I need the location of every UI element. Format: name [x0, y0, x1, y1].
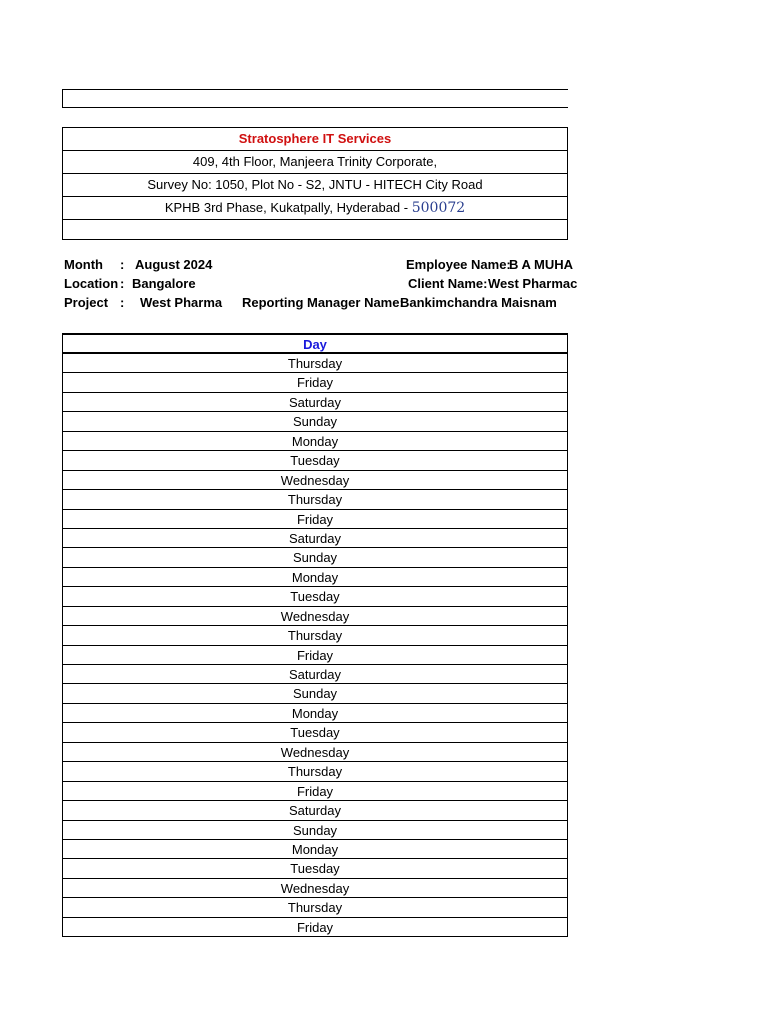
address-line-3[interactable]: [63, 197, 567, 220]
month-colon: :: [120, 257, 125, 272]
day-rows: [63, 354, 567, 937]
day-cell[interactable]: Thursday: [63, 762, 567, 781]
day-cell[interactable]: Sunday: [63, 412, 567, 431]
address-line-3-text: KPHB 3rd Phase, Kukatpally, Hyderabad -: [164, 200, 412, 215]
manager-label: Reporting Manager Name:: [242, 295, 404, 310]
day-cell[interactable]: Sunday: [63, 821, 567, 840]
day-cell[interactable]: Monday: [63, 432, 567, 451]
day-cell[interactable]: Monday: [63, 840, 567, 859]
day-cell[interactable]: Friday: [63, 373, 567, 392]
day-cell[interactable]: Friday: [63, 510, 567, 529]
day-cell[interactable]: Thursday: [63, 490, 567, 509]
client-label: Client Name:: [408, 276, 488, 291]
day-cell[interactable]: Thursday: [63, 898, 567, 917]
day-cell[interactable]: Sunday: [63, 684, 567, 703]
location-colon: :: [120, 276, 125, 291]
month-value: August 2024: [135, 257, 213, 272]
day-cell[interactable]: Wednesday: [63, 743, 567, 762]
top-empty-cell[interactable]: [62, 89, 568, 108]
company-block: [62, 127, 568, 240]
day-cell[interactable]: Friday: [63, 918, 567, 937]
day-cell[interactable]: Monday: [63, 568, 567, 587]
day-cell[interactable]: Monday: [63, 704, 567, 723]
day-cell[interactable]: Sunday: [63, 548, 567, 567]
location-label: Location: [64, 276, 119, 291]
day-cell[interactable]: Thursday: [63, 354, 567, 373]
day-cell[interactable]: Wednesday: [63, 607, 567, 626]
address-line-2[interactable]: Survey No: 1050, Plot No - S2, JNTU - HITECH City Road: [63, 174, 567, 197]
company-blank-row[interactable]: [63, 220, 567, 240]
day-cell[interactable]: Saturday: [63, 393, 567, 412]
project-label: Project: [64, 295, 109, 310]
day-cell[interactable]: Friday: [63, 782, 567, 801]
day-table: [62, 333, 568, 937]
pincode: 500072: [411, 200, 466, 216]
address-line-1[interactable]: 409, 4th Floor, Manjeera Trinity Corporate,: [63, 151, 567, 174]
employee-label: Employee Name:: [406, 257, 511, 272]
day-cell[interactable]: Saturday: [63, 529, 567, 548]
day-column-header[interactable]: Day: [62, 333, 567, 354]
month-label: Month: [64, 257, 103, 272]
project-value: West Pharma: [140, 295, 223, 310]
day-cell[interactable]: Wednesday: [63, 879, 567, 898]
client-value: West Pharmac: [488, 276, 578, 291]
day-cell[interactable]: Thursday: [63, 626, 567, 645]
manager-value: Bankimchandra Maisnam: [400, 295, 557, 310]
project-colon: :: [120, 295, 125, 310]
day-cell[interactable]: Tuesday: [63, 451, 567, 470]
employee-value: B A MUHA: [509, 257, 574, 272]
location-value: Bangalore: [132, 276, 196, 291]
day-cell[interactable]: Saturday: [63, 665, 567, 684]
day-cell[interactable]: Tuesday: [63, 723, 567, 742]
day-cell[interactable]: Tuesday: [63, 859, 567, 878]
day-cell[interactable]: Wednesday: [63, 471, 567, 490]
day-cell[interactable]: Tuesday: [63, 587, 567, 606]
day-cell[interactable]: Friday: [63, 646, 567, 665]
day-cell[interactable]: Saturday: [63, 801, 567, 820]
company-name[interactable]: Stratosphere IT Services: [63, 128, 567, 151]
